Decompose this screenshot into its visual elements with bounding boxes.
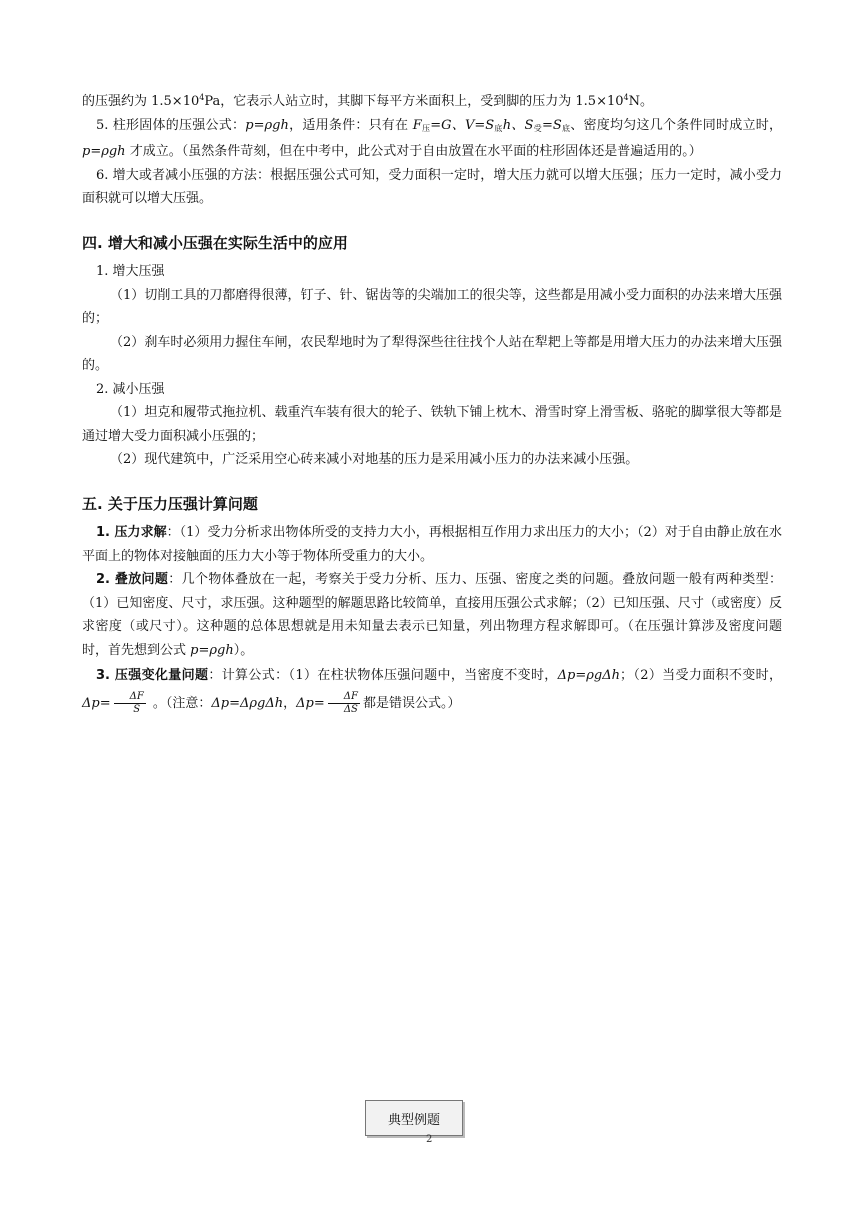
- formula: Δp=: [296, 696, 325, 711]
- fraction-numerator: ΔF: [328, 691, 360, 704]
- fraction: [114, 691, 146, 716]
- text: ：几个物体叠放在一起，考察关于受力分析、压力、压强、密度之类的问题。叠放问题一般有两种类型：（1）已知密度、尺寸，求压强。这种题型的解题思路比较简单，直接用压强公式求解；（2）已知压强、尺寸（或密度）反求密度（或尺寸）。这种题的总体思想就是用未知量去表示已知量，列出物理方程求解即可。（在压强计算涉及密度问题时，首先想到公式: [82, 572, 782, 658]
- subheading-increase-pressure: 1. 增大压强: [96, 264, 165, 279]
- subheading-reduce-pressure: 2. 减小压强: [96, 381, 165, 397]
- formula: Δp=ΔρgΔh: [211, 696, 284, 711]
- exponent: 4: [199, 93, 205, 102]
- fraction-denominator: ΔS: [343, 704, 358, 715]
- text: 5. 柱形固体的压强公式：: [96, 117, 246, 133]
- subscript: 底: [561, 123, 571, 133]
- paragraph-continued: [82, 86, 782, 114]
- formula: F: [412, 117, 422, 133]
- text: 都是错误公式。）: [362, 696, 461, 711]
- bold-label: 3. 压强变化量问题: [96, 668, 209, 683]
- text: ；（2）当受力面积不变时，: [619, 668, 782, 683]
- paragraph-5-2: [82, 568, 782, 662]
- paragraph-5: [82, 114, 782, 164]
- bold-label: 1. 压力求解: [96, 525, 167, 540]
- fraction: [328, 691, 360, 716]
- paragraph-5-1: [82, 521, 782, 568]
- formula: =G、V=S: [430, 117, 495, 133]
- formula: p=ρgh: [82, 144, 126, 159]
- paragraph-4-2-2: （2）现代建筑中，广泛采用空心砖来减小对地基的压力是采用减小压力的办法来减小压强。: [110, 452, 639, 467]
- text: N。: [628, 94, 653, 109]
- formula: h、S: [502, 117, 534, 133]
- text: 、密度均匀这几个条件同时成立时，: [570, 117, 782, 133]
- formula: p=ρgh: [190, 642, 234, 658]
- text: 才成立。（虽然条件苛刻，但在中考中，此公式对于自由放置在水平面的柱形固体还是普遍适用的。）: [125, 144, 702, 159]
- formula: Δp=: [82, 696, 111, 711]
- bold-label: 2. 叠放问题: [96, 572, 169, 587]
- paragraph-5-3: [82, 662, 782, 718]
- text: Pa，它表示人站立时，其脚下每平方米面积上，受到脚的压力为 1.5×10: [204, 94, 624, 109]
- text: ，: [283, 696, 297, 711]
- formula: Δp=ρgΔh: [557, 668, 620, 683]
- section-5-heading: 五. 关于压力压强计算问题: [82, 494, 258, 513]
- fraction-denominator: S: [133, 704, 141, 715]
- formula: p=ρgh: [245, 117, 289, 133]
- paragraph-4-1-2: （2）刹车时必须用力握住车闸，农民犁地时为了犁得深些往往找个人站在犁耙上等都是用增大压力的办法来增大压强的。: [82, 334, 782, 373]
- exponent: 4: [623, 93, 629, 102]
- text: ）。: [233, 642, 254, 658]
- section-4-heading: 四. 增大和减小压强在实际生活中的应用: [82, 233, 348, 252]
- page-number: 2: [426, 1134, 433, 1145]
- text: ：计算公式：（1）在柱状物体压强问题中，当密度不变时，: [208, 668, 558, 683]
- formula: =S: [541, 117, 562, 133]
- subscript: 底: [494, 123, 503, 133]
- subscript: 受: [533, 123, 542, 133]
- example-section-label: 典型例题: [365, 1100, 463, 1136]
- fraction-numerator: ΔF: [114, 691, 146, 704]
- paragraph-4-2-1: （1）坦克和履带式拖拉机、载重汽车装有很大的轮子、铁轨下铺上枕木、滑雪时穿上滑雪板、骆驼的脚掌很大等都是通过增大受力面积减小压强的；: [82, 405, 782, 444]
- text: 的压强约为 1.5×10: [82, 94, 200, 109]
- page-content: [82, 86, 782, 718]
- text: 。（注意：: [148, 696, 212, 711]
- paragraph-6: 6. 增大或者减小压强的方法：根据压强公式可知，受力面积一定时，增大压力就可以增大压强；压力一定时，减小受力面积就可以增大压强。: [82, 167, 782, 206]
- paragraph-4-1-1: （1）切削工具的刀都磨得很薄，钉子、针、锯齿等的尖端加工的很尖等，这些都是用减小受力面积的办法来增大压强的；: [82, 287, 782, 326]
- text: ，适用条件：只有在: [288, 117, 413, 133]
- text: ：（1）受力分析求出物体所受的支持力大小，再根据相互作用力求出压力的大小；（2）对于自由静止放在水平面上的物体对接触面的压力大小等于物体所受重力的大小。: [82, 525, 783, 564]
- subscript: 压: [421, 123, 431, 133]
